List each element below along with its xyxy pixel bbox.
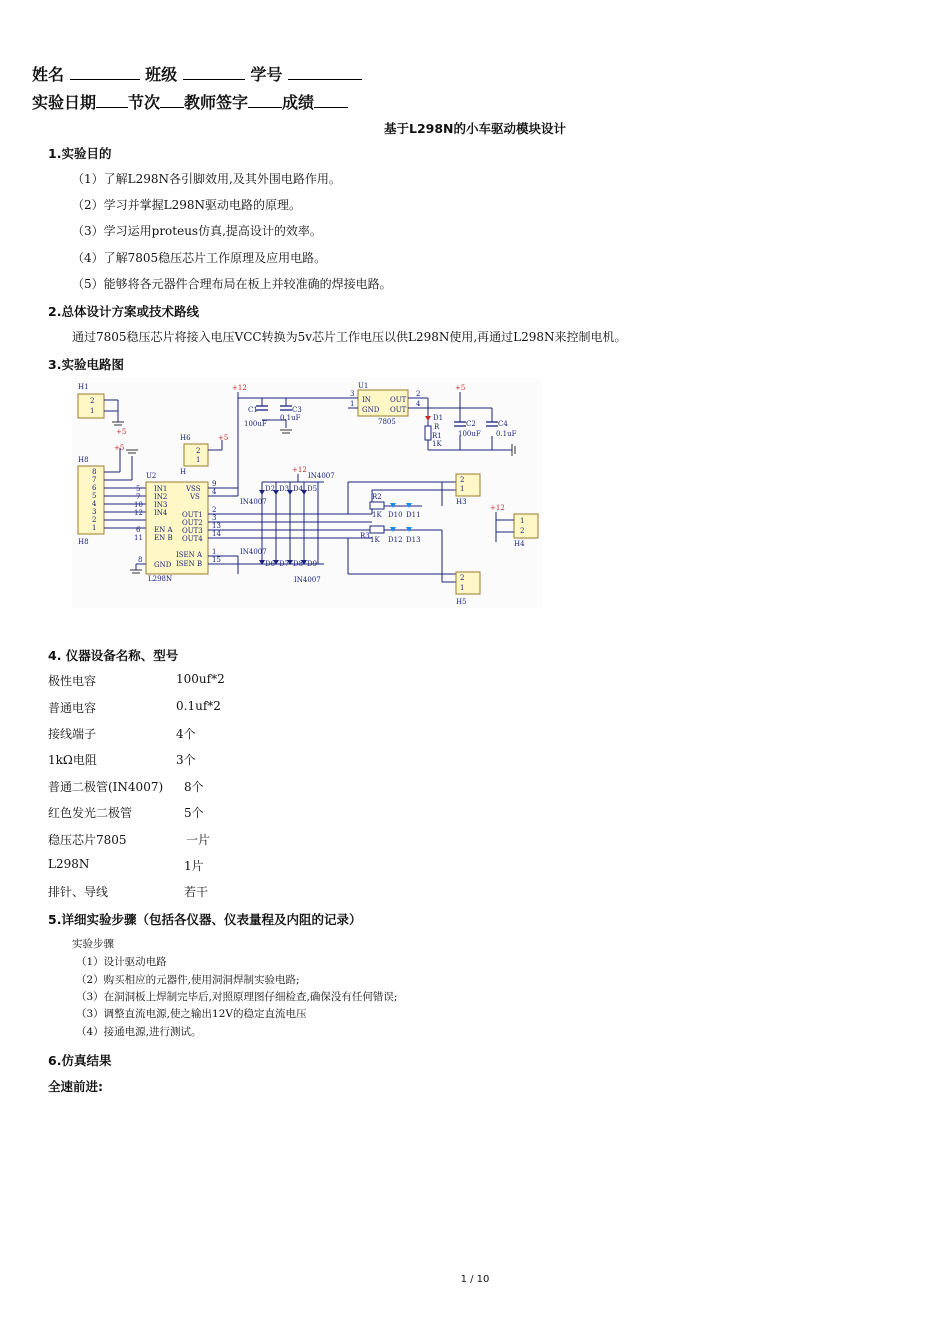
u2-pin-right: OUT3: [182, 527, 203, 535]
u2-pin-left: IN2: [154, 493, 168, 501]
diode-top: D4: [293, 485, 304, 493]
label-H4-p2: 2: [520, 527, 525, 535]
label-C4: C4: [498, 420, 508, 428]
class-label: 班级: [145, 65, 178, 84]
label-D1: D1: [433, 414, 444, 422]
label-C1: C1: [248, 406, 258, 414]
label-H5: H5: [456, 598, 467, 606]
diode-bot: D6: [265, 560, 276, 568]
u2-num-left: 5: [136, 485, 141, 493]
equipment-name: L298N: [48, 857, 90, 871]
equipment-name: 接线端子: [48, 727, 97, 741]
document-title: 基于L298N的小车驱动模块设计: [383, 121, 567, 136]
label-C3: C3: [292, 406, 302, 414]
u2-num-left: 6: [136, 526, 141, 534]
s1-item: （1）了解L298N各引脚效用,及其外围电路作用。: [72, 172, 341, 186]
diode-bot: D8: [293, 560, 304, 568]
equipment-name: 排针、导线: [48, 885, 109, 899]
s5-step: （2）购买相应的元器件,使用洞洞焊制实验电路;: [76, 974, 300, 986]
section-6-sub: 全速前进:: [48, 1079, 103, 1094]
u2-pin-left: IN1: [154, 485, 168, 493]
label-H3-p1: 1: [460, 485, 465, 493]
u2-num-right: 3: [212, 514, 217, 522]
name-blank[interactable]: [70, 65, 140, 80]
label-R2: R2: [372, 493, 382, 501]
s5-subtitle: 实验步骤: [72, 938, 114, 950]
u2-pin-right: OUT2: [182, 519, 203, 527]
u2-num-left: 7: [136, 493, 141, 501]
label-U1-part: 7805: [378, 418, 396, 426]
date-label: 实验日期: [32, 93, 97, 112]
label-U1-n2: 2: [416, 390, 421, 398]
equipment-value: 0.1uf*2: [176, 699, 221, 713]
u2-pin-left: IN3: [154, 501, 168, 509]
session-label: 节次: [128, 93, 161, 112]
u2-num-right: 9: [212, 480, 217, 488]
s5-step: （4）接通电源,进行测试。: [76, 1026, 202, 1038]
label-H8-vcc: +5: [114, 444, 125, 452]
equipment-value: 3个: [176, 753, 196, 767]
label-v12-top: +12: [232, 384, 247, 392]
u2-pin-right: VS: [190, 493, 200, 501]
label-R3: R3: [360, 532, 370, 540]
circuit-diagram: [72, 378, 542, 608]
u2-pin-right: OUT1: [182, 511, 203, 519]
label-C2: C2: [466, 420, 476, 428]
label-R2-val: 1K: [372, 511, 382, 519]
label-R1-val: 1K: [432, 440, 442, 448]
diode-top: D3: [279, 485, 290, 493]
class-blank[interactable]: [183, 65, 245, 80]
label-U1-n4: 4: [416, 400, 421, 408]
h8-pin: 6: [92, 484, 97, 492]
equipment-value: 一片: [186, 833, 211, 847]
diode-bot: D9: [307, 560, 318, 568]
u2-pin-left: EN A: [154, 526, 173, 534]
label-H3-p2: 2: [460, 476, 465, 484]
section-1-title: 1.实验目的: [48, 146, 112, 161]
label-IN4007: IN4007: [294, 576, 321, 584]
label-H8: H8: [78, 456, 89, 464]
label-D11: D11: [406, 511, 421, 519]
s1-item: （5）能够将各元器件合理布局在板上并较准确的焊接电路。: [72, 277, 392, 291]
label-H4: H4: [514, 540, 525, 548]
h8-pin: 3: [92, 508, 97, 516]
label-v5-right: +5: [455, 384, 466, 392]
label-H6-sub: H: [180, 468, 187, 476]
s2-text: 通过7805稳压芯片将接入电压VCC转换为5v芯片工作电压以供L298N使用,再通过L298N来控制电机。: [72, 330, 627, 344]
label-D10: D10: [388, 511, 403, 519]
label-H4-p1: 1: [520, 517, 525, 525]
u2-pin-left: EN B: [154, 534, 173, 542]
s5-step: （1）设计驱动电路: [76, 956, 167, 968]
s1-item: （3）学习运用proteus仿真,提高设计的效率。: [72, 224, 322, 238]
header-line-1: [32, 62, 362, 85]
u2-num-left: 11: [134, 534, 143, 542]
equipment-name: 普通二极管(IN4007): [48, 780, 164, 794]
u2-pin-right: OUT4: [182, 535, 203, 543]
equipment-value: 1片: [184, 859, 204, 873]
u2-pin-right: ISEN A: [176, 551, 203, 559]
name-label: 姓名: [32, 65, 65, 84]
label-D13: D13: [406, 536, 421, 544]
label-C2-val: 100uF: [458, 430, 481, 438]
equipment-name: 1kΩ电阻: [48, 753, 97, 767]
section-3-title: 3.实验电路图: [48, 357, 124, 372]
teacher-blank[interactable]: [248, 93, 282, 108]
label-U1-gnd: GND: [362, 406, 380, 414]
label-IN4007: IN4007: [308, 472, 335, 480]
u2-num-right: 1: [212, 548, 217, 556]
diode-top: D2: [265, 485, 276, 493]
equipment-value: 4个: [176, 727, 196, 741]
label-H6-p1: 1: [196, 456, 201, 464]
equipment-name: 普通电容: [48, 701, 97, 715]
label-H8-bottom: H8: [78, 538, 89, 546]
equipment-value: 100uf*2: [176, 672, 225, 686]
label-H1-p2: 2: [90, 397, 95, 405]
equipment-value: 8个: [184, 780, 204, 794]
u2-num-right: 14: [212, 530, 221, 538]
u2-pin-right: VSS: [186, 485, 201, 493]
s5-step: （3）在洞洞板上焊制完毕后,对照原理图仔细检查,确保没有任何错误;: [76, 991, 398, 1003]
label-H5-p1: 1: [460, 584, 465, 592]
s1-item: （2）学习并掌握L298N驱动电路的原理。: [72, 198, 302, 212]
diode-top: D5: [307, 485, 318, 493]
equipment-name: 红色发光二极管: [48, 806, 133, 820]
u2-num-left: 12: [134, 509, 143, 517]
label-H5-p2: 2: [460, 574, 465, 582]
header-line-2: [32, 90, 348, 113]
label-H1-p1: 1: [90, 407, 95, 415]
label-H3: H3: [456, 498, 467, 506]
h8-pin: 1: [92, 524, 97, 532]
label-H4-vcc: +12: [490, 504, 505, 512]
equipment-name: 稳压芯片7805: [48, 833, 127, 847]
label-U1: U1: [358, 382, 369, 390]
label-R1: R1: [432, 432, 442, 440]
h8-pin: 7: [92, 476, 97, 484]
label-H6: H6: [180, 434, 191, 442]
grade-blank[interactable]: [314, 93, 348, 108]
diode-bot: D7: [279, 560, 290, 568]
label-v12-mid: +12: [292, 466, 307, 474]
label-U1-out: OUT: [390, 396, 407, 404]
section-4-title: 4. 仪器设备名称、型号: [48, 648, 179, 663]
label-R3-val: 1K: [370, 536, 380, 544]
u2-num-right: 4: [212, 488, 217, 496]
grade-label: 成绩: [282, 93, 315, 112]
u2-num-right: 2: [212, 506, 217, 514]
h8-pin: 5: [92, 492, 97, 500]
label-U1-in: IN: [362, 396, 371, 404]
section-6-title: 6.仿真结果: [48, 1053, 112, 1068]
label-H6-p2: 2: [196, 447, 201, 455]
label-U1-out2: OUT: [390, 406, 407, 414]
label-R: R: [434, 423, 440, 431]
label-H6-vcc: +5: [218, 434, 229, 442]
label-U1-n3: 3: [350, 390, 355, 398]
teacher-label: 教师签字: [184, 93, 249, 112]
s5-step: （3）调整直流电源,使之输出12V的稳定直流电压: [76, 1008, 307, 1020]
label-C3-val: 0.1uF: [280, 414, 301, 422]
u2-pin-left: IN4: [154, 509, 168, 517]
page-number: 1 / 10: [460, 1274, 490, 1285]
label-D12: D12: [388, 536, 403, 544]
id-blank[interactable]: [288, 65, 362, 80]
session-blank[interactable]: [160, 93, 184, 108]
label-U2-part: L298N: [148, 575, 173, 583]
h8-pin: 2: [92, 516, 97, 524]
u2-pin-left: GND: [154, 561, 172, 569]
label-IN4007: IN4007: [240, 548, 267, 556]
section-5-title: 5.详细实验步骤（包括各仪器、仪表量程及内阻的记录）: [48, 912, 362, 927]
equipment-name: 极性电容: [48, 674, 97, 688]
label-H1: H1: [78, 383, 89, 391]
s1-item: （4）了解7805稳压芯片工作原理及应用电路。: [72, 251, 327, 265]
h8-pin: 4: [92, 500, 97, 508]
label-U2: U2: [146, 472, 157, 480]
equipment-value: 若干: [184, 885, 209, 899]
section-2-title: 2.总体设计方案或技术路线: [48, 304, 199, 319]
label-U1-n1: 1: [350, 400, 355, 408]
label-IN4007: IN4007: [240, 498, 267, 506]
u2-num-right: 15: [212, 556, 221, 564]
h8-pin: 8: [92, 468, 97, 476]
id-label: 学号: [250, 65, 283, 84]
u2-num-right: 13: [212, 522, 221, 530]
u2-num-left: 10: [134, 501, 143, 509]
label-C4-val: 0.1uF: [496, 430, 517, 438]
label-C1-val: 100uF: [244, 420, 267, 428]
equipment-value: 5个: [184, 806, 204, 820]
u2-pin-right: ISEN B: [176, 560, 203, 568]
date-blank[interactable]: [96, 93, 128, 108]
u2-num-left: 8: [138, 556, 143, 564]
label-H1-vcc: +5: [116, 428, 127, 436]
